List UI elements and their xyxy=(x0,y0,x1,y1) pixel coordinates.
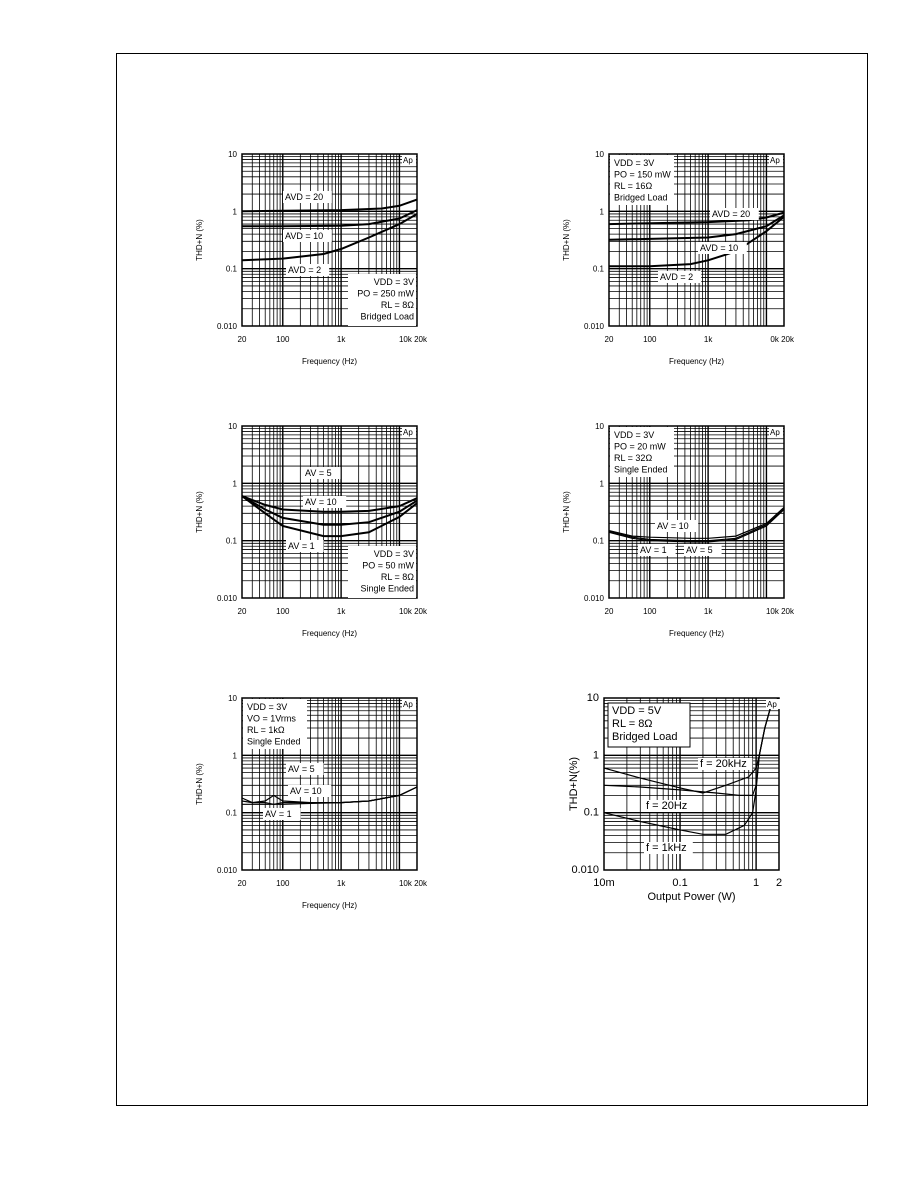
ap-label: Ap xyxy=(403,156,413,165)
series-label: AV = 1 xyxy=(288,541,315,551)
series-label: AV = 5 xyxy=(305,468,332,478)
x-axis-label: Frequency (Hz) xyxy=(668,357,725,366)
series-label: f = 1kHz xyxy=(646,842,687,854)
series-label: AVD = 10 xyxy=(700,243,739,253)
annotation-text: Single Ended xyxy=(247,736,301,747)
x-axis-label: Frequency (Hz) xyxy=(301,901,358,910)
annotation-text: PO = 20 mW xyxy=(614,441,666,452)
y-tick-label: 1 xyxy=(599,479,604,489)
y-tick-label: 1 xyxy=(599,207,604,217)
chart-3 xyxy=(195,422,428,638)
x-tick-label: 10k 20k xyxy=(398,879,427,888)
y-tick-label: 0.010 xyxy=(571,864,599,876)
series-label: AVD = 20 xyxy=(712,209,751,219)
series-label: AV = 5 xyxy=(288,764,315,774)
y-tick-label: 0.1 xyxy=(225,808,237,818)
annotation-text: RL = 8Ω xyxy=(380,572,414,582)
x-axis-label: Frequency (Hz) xyxy=(301,629,358,638)
annotation-text: Bridged Load xyxy=(360,311,414,322)
x-tick-label: 1k xyxy=(703,335,713,344)
annotation-text: Bridged Load xyxy=(614,192,668,203)
x-tick-label: 10k 20k xyxy=(398,335,427,344)
x-tick-label: 1k xyxy=(336,879,346,888)
y-axis-label: THD+N(%) xyxy=(568,756,580,812)
x-tick-label: 20 xyxy=(604,607,614,616)
ap-label: Ap xyxy=(770,156,780,165)
annotation-text: VDD = 3V xyxy=(614,430,655,440)
annotation-text: RL = 1kΩ xyxy=(247,725,285,735)
y-tick-label: 10 xyxy=(586,692,599,704)
x-tick-label: 0k 20k xyxy=(770,335,794,344)
annotation-text: VDD = 3V xyxy=(373,277,414,287)
chart-4 xyxy=(562,422,795,638)
series-label: AVD = 2 xyxy=(660,272,694,282)
series-label: AV = 10 xyxy=(305,497,337,507)
series-label: AVD = 2 xyxy=(288,265,322,275)
ap-label: Ap xyxy=(770,428,780,437)
y-tick-label: 1 xyxy=(232,479,237,489)
x-tick-label: 10k 20k xyxy=(765,607,794,616)
annotation-text: VDD = 3V xyxy=(614,158,655,168)
x-tick-label: 100 xyxy=(276,335,290,344)
x-tick-label: 1k xyxy=(703,607,713,616)
y-tick-label: 10 xyxy=(228,150,237,159)
ap-label: Ap xyxy=(403,428,413,437)
x-tick-label: 100 xyxy=(643,335,657,344)
y-tick-label: 0.010 xyxy=(583,322,604,331)
series-label: AV = 1 xyxy=(265,809,292,819)
y-tick-label: 0.010 xyxy=(216,866,237,875)
series-label: f = 20Hz xyxy=(646,800,688,812)
annotation-text: Single Ended xyxy=(360,583,414,594)
x-tick-label: 0.1 xyxy=(672,877,688,889)
x-tick-label: 20 xyxy=(237,879,247,888)
annotation-text: RL = 8Ω xyxy=(380,300,414,310)
y-tick-label: 0.010 xyxy=(216,322,237,331)
chart-1 xyxy=(195,150,428,366)
x-tick-label: 1 xyxy=(753,877,760,889)
y-tick-label: 0.1 xyxy=(225,264,237,274)
x-axis-label: Frequency (Hz) xyxy=(668,629,725,638)
x-tick-label: 2 xyxy=(775,877,783,889)
x-axis-label: Output Power (W) xyxy=(647,891,736,903)
x-tick-label: 100 xyxy=(276,879,290,888)
x-tick-label: 20 xyxy=(237,607,247,616)
y-tick-label: 10 xyxy=(595,150,604,159)
ap-label: Ap xyxy=(403,700,413,709)
ap-label: Ap xyxy=(767,700,777,709)
chart-6 xyxy=(568,692,782,903)
y-tick-label: 10 xyxy=(595,422,604,431)
series-label: AV = 5 xyxy=(686,545,713,555)
y-axis-label: THD+N (%) xyxy=(562,491,571,533)
x-tick-label: 20 xyxy=(604,335,614,344)
x-tick-label: 1k xyxy=(336,335,346,344)
y-axis-label: THD+N (%) xyxy=(195,219,204,261)
y-tick-label: 0.010 xyxy=(583,594,604,603)
series-label: AVD = 20 xyxy=(285,192,324,202)
y-tick-label: 1 xyxy=(592,749,599,762)
annotation-text: VO = 1Vrms xyxy=(247,713,296,724)
y-tick-label: 10 xyxy=(228,694,237,703)
x-tick-label: 100 xyxy=(276,607,290,616)
y-tick-label: 0.010 xyxy=(216,594,237,603)
annotation-text: RL = 32Ω xyxy=(614,453,653,463)
annotation-text: RL = 16Ω xyxy=(614,181,653,191)
series-label: f = 20kHz xyxy=(700,758,747,770)
annotation-text: VDD = 5V xyxy=(612,705,662,717)
x-tick-label: 10k 20k xyxy=(398,607,427,616)
x-tick-label: 20 xyxy=(237,335,247,344)
annotation-text: VDD = 3V xyxy=(247,702,288,712)
y-axis-label: THD+N (%) xyxy=(195,491,204,533)
series-label: AV = 1 xyxy=(640,545,667,555)
chart-2 xyxy=(562,150,795,366)
y-tick-label: 0.1 xyxy=(592,264,604,274)
y-axis-label: THD+N (%) xyxy=(562,219,571,261)
y-tick-label: 10 xyxy=(228,422,237,431)
annotation-text: Bridged Load xyxy=(612,731,678,743)
annotation-text: PO = 150 mW xyxy=(614,169,671,180)
y-tick-label: 1 xyxy=(232,751,237,761)
chart-5 xyxy=(195,694,428,910)
y-tick-label: 1 xyxy=(232,207,237,217)
y-axis-label: THD+N (%) xyxy=(195,763,204,805)
series-label: AV = 10 xyxy=(657,521,689,531)
annotation-text: PO = 250 mW xyxy=(357,288,414,299)
series-label: AVD = 10 xyxy=(285,231,324,241)
y-tick-label: 0.1 xyxy=(583,806,599,819)
y-tick-label: 0.1 xyxy=(592,536,604,546)
annotation-text: RL = 8Ω xyxy=(612,718,653,730)
annotation-text: PO = 50 mW xyxy=(362,560,414,571)
annotation-text: Single Ended xyxy=(614,464,668,475)
series-label: AV = 10 xyxy=(290,786,322,796)
x-tick-label: 100 xyxy=(643,607,657,616)
y-tick-label: 0.1 xyxy=(225,536,237,546)
x-axis-label: Frequency (Hz) xyxy=(301,357,358,366)
x-tick-label: 10m xyxy=(593,877,615,889)
x-tick-label: 1k xyxy=(336,607,346,616)
annotation-text: VDD = 3V xyxy=(373,549,414,559)
